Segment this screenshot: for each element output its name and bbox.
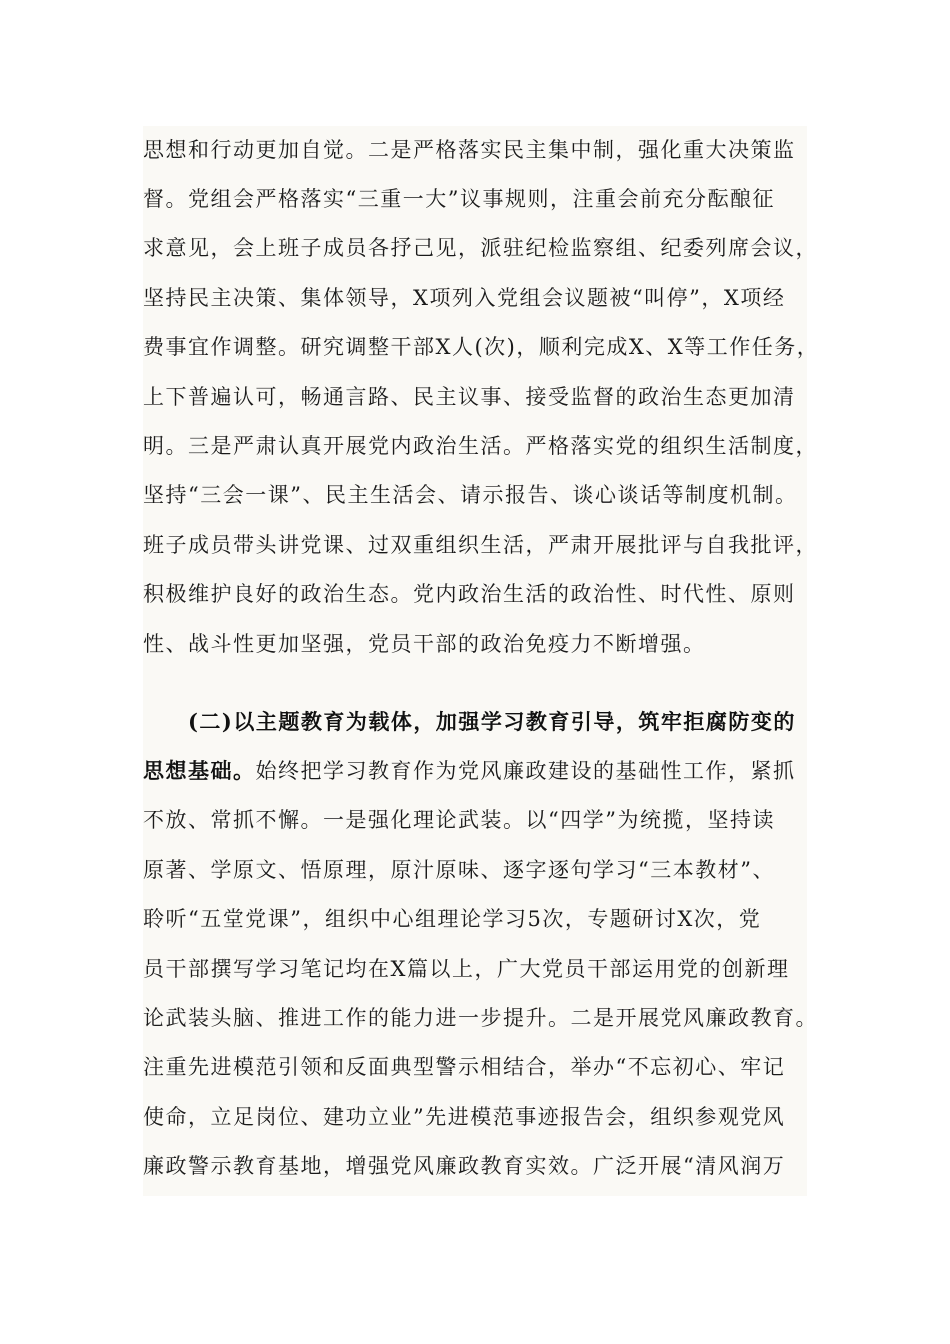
paragraph-line: 聆听“五堂党课”，组织中心组理论学习5次，专题研讨X次，党	[143, 907, 762, 931]
paragraph-line: 明。三是严肃认真开展党内政治生活。严格落实党的组织生活制度，	[143, 434, 818, 458]
section-heading: (二)以主题教育为载体，加强学习教育引导，筑牢拒腐防变的	[188, 709, 796, 734]
paragraph-text: 始终把学习教育作为党风廉政建设的基础性工作，紧抓	[255, 759, 796, 783]
section-heading-bold: 思想基础。	[143, 758, 256, 783]
paragraph-line: 上下普遍认可，畅通言路、民主议事、接受监督的政治生态更加清	[143, 385, 796, 409]
paragraph-line: 班子成员带头讲党课、过双重组织生活，严肃开展批评与自我批评，	[143, 533, 818, 557]
paragraph-line: 费事宜作调整。研究调整干部X人(次)，顺利完成X、X等工作任务，	[143, 335, 820, 359]
paragraph-line: 求意见，会上班子成员各抒己见，派驻纪检监察组、纪委列席会议，	[143, 236, 818, 260]
paragraph-line: 督。党组会严格落实“三重一大”议事规则，注重会前充分酝酿征	[143, 187, 775, 211]
paragraph-line: 性、战斗性更加坚强，党员干部的政治免疫力不断增强。	[143, 632, 706, 656]
paragraph-line: 原著、学原文、悟原理，原汁原味、逐字逐句学习“三本教材”、	[143, 858, 775, 882]
paragraph-line: 坚持民主决策、集体领导，X项列入党组会议题被“叫停”，X项经	[143, 286, 786, 310]
paragraph-line: 思想和行动更加自觉。二是严格落实民主集中制，强化重大决策监	[143, 138, 796, 162]
section-heading-continuation	[143, 751, 796, 791]
paragraph-line: 论武装头脑、推进工作的能力进一步提升。二是开展党风廉政教育。	[143, 1006, 818, 1030]
paragraph-line: 廉政警示教育基地，增强党风廉政教育实效。广泛开展“清风润万	[143, 1154, 786, 1178]
paragraph-line: 坚持“三会一课”、民主生活会、请示报告、谈心谈话等制度机制。	[143, 483, 798, 507]
paragraph-line: 员干部撰写学习笔记均在X篇以上，广大党员干部运用党的创新理	[143, 957, 790, 981]
paragraph-line: 注重先进模范引领和反面典型警示相结合，举办“不忘初心、牢记	[143, 1055, 786, 1079]
paragraph-line: 积极维护良好的政治生态。党内政治生活的政治性、时代性、原则	[143, 582, 796, 606]
paragraph-line: 使命，立足岗位、建功立业”先进模范事迹报告会，组织参观党风	[143, 1105, 786, 1129]
paragraph-line: 不放、常抓不懈。一是强化理论武装。以“四学”为统揽，坚持读	[143, 808, 775, 832]
